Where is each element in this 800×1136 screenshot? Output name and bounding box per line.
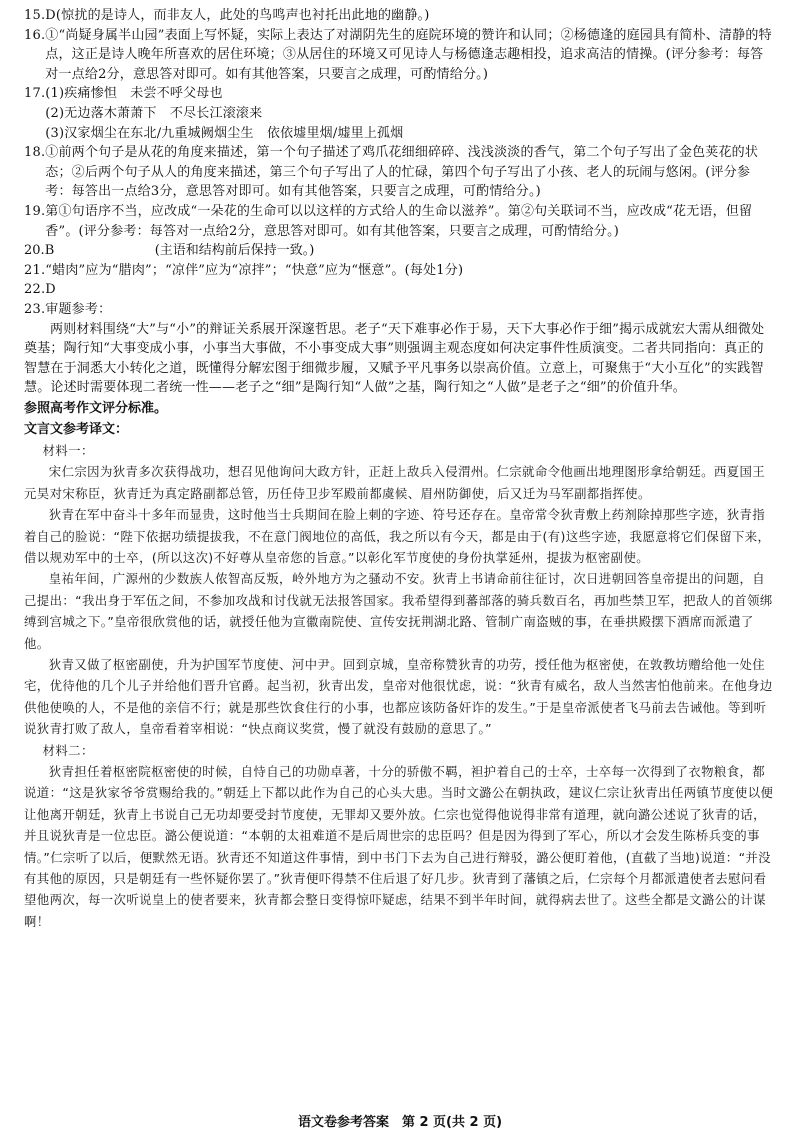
question-number: 15.: [24, 8, 46, 23]
answer-title: 审题参考：: [45, 301, 112, 317]
answer-text: “蜡肉”应为“腊肉”；“凉伴”应为“凉拌”；“快意”应为“惬意”。(每处1分): [45, 262, 464, 278]
answer-23: [24, 300, 776, 320]
translation-paragraph: 狄青又做了枢密副使，升为护国军节度使、河中尹。回到京城，皇帝称赞狄青的功劳，授任他为枢密使，在敦教坊赠给他一处住宅，优待他的几个儿子并给他们晋升官爵。起当初，狄青出发，皇帝对他很忧虑，说：“狄青有威名，敌人当然害怕他前来。在他身边供他使唤的人，不是他的亲信不行；就是那些饮食住行的小事，也都应该防备奸诈的发生。”于是皇帝派使者飞马前去告诫他。等到听说狄青打败了敌人，皇帝看着宰相说：“快点商议奖赏，慢了就没有鼓励的意思了。”: [24, 656, 773, 737]
answer-text: ①“尚疑身属半山园”表面上写怀疑，实际上表达了对湖阴先生的庭院环境的赞许和认同；②杨德逢的庭园具有简朴、清静的特点，这正是诗人晚年所喜欢的居住环境；③从居住的环境又可见诗人与杨德逢志趣相投，追求高洁的情操。(评分参考：每答对一点给2分，意思答对即可。如有其他答案，只要言之成理，可酌情给分。): [45, 27, 772, 82]
essay-analysis: 两则材料围绕“大”与“小”的辩证关系展开深邃哲思。老子“天下难事必作于易，天下大事必作于细”揭示成就宏大需从细微处奠基；陶行知“大事变成小事，小事当大事做，不小事变成大事”则强调主观态度如何决定事件性质演变。二者共同指向：真正的智慧在于洞悉大小转化之道，既懂得分解宏图于细微步履，又赋予平凡事务以崇高价值。立意上，可聚焦于“大小互化”的实践智慧。论述时需要体现二者统一性——老子之“细”是陶行知“人做”之基，陶行知之“人做”是老子之“细”的价值升华。: [24, 321, 765, 396]
answer-21: [24, 261, 776, 281]
answer-lines: [45, 84, 776, 143]
answer-text: D: [45, 282, 56, 298]
translation-paragraph: 狄青在军中奋斗十多年而显贵，这时他当士兵期间在脸上刺的字迹、符号还存在。皇帝常令狄青敷上药剂除掉那些字迹，狄青指着自己的脸说：“陛下依据功绩提拔我，不在意门阀地位的高低，我之所以有今天，都是由于(有)这些字迹，我愿意将它们保留下来，借以规劝军中的士卒，(所以这次)不好尊从皇帝您的旨意。”以彰化军节度使的身份执掌延州，提拔为枢密副使。: [24, 507, 771, 565]
answer-note: (主语和结构前后保持一致。): [154, 243, 315, 259]
scoring-standard: 参照高考作文评分标准。: [24, 400, 168, 416]
question-number: 22.: [24, 282, 46, 298]
question-number: 16.: [24, 27, 46, 43]
material-one-heading: 材料一：: [42, 442, 94, 458]
answer-text: ①前两个句子是从花的角度来描述，第一个句子描述了鸡爪花细细碎碎、浅浅淡淡的香气，第二个句子写出了金色荚花的状态；②后两个句子从人的角度来描述，第三个句子写出了人的忙碌，第四个句子写出了小孩、老人的玩闹与悠闲。(评分参考：每答出一点给3分，意思答对即可。如有其他答案，只要言之成理，可酌情给分。): [45, 145, 759, 200]
answer-line: (3)汉家烟尘在东北/九重城阙烟尘生 依依墟里烟/墟里上孤烟: [45, 125, 404, 141]
page-footer: 语文卷参考答案 第 2 页(共 2 页): [297, 1115, 503, 1130]
answer-15: [24, 6, 776, 26]
material-two-heading: 材料二：: [42, 742, 94, 758]
translation-body: [24, 440, 776, 932]
question-number: 21.: [24, 262, 46, 278]
translation-paragraph: 宋仁宗因为狄青多次获得战功，想召见他询问大政方针，正赶上敌兵入侵渭州。仁宗就命令他画出地理图形拿给朝廷。西夏国王元昊对宋称臣，狄青迁为真定路副都总管，历任侍卫步军殿前都虞候、眉州防御使，后又迁为马军副都指挥使。: [24, 464, 766, 501]
question-number: 23.: [24, 301, 46, 317]
translation-paragraph: 狄青担任着枢密院枢密使的时候，自恃自己的功勋卓著，十分的骄傲不羁，袒护着自己的士卒，士卒每一次得到了衣物粮食，都说道：“这是狄家爷爷赏赐给我的。”朝廷上下都以此作为自己的心头大患。当时文潞公在朝执政，建议仁宗让狄青出任两镇节度使以便让他离开朝廷，狄青上书说自己无功却要受封节度使，无罪却又要外放。仁宗也觉得他说得非常有道理，就向潞公述说了狄青的话，并且说狄青是一位忠臣。潞公便说道：“本朝的太祖难道不是后周世宗的忠臣吗？但是因为得到了军心，所以才会发生陈桥兵变的事情。”仁宗听了以后，便默然无语。狄青还不知道这件事情，到中书门下去为自己进行辩驳，潞公便盯着他，(直截了当地)说道：“并没有其他的原因，只是朝廷有一些怀疑你罢了。”狄青便吓得禁不住后退了好几步。狄青到了藩镇之后，仁宗每个月都派遣使者去慰问看望他两次，每一次听说皇上的使者要来，狄青都会整日变得惊吓疑虑，结果不到半年时间，就得病去世了。这些全都是文潞公的计谋啊！: [24, 763, 774, 929]
answer-19: [24, 202, 776, 241]
answer-text: 第①句语序不当，应改成“一朵花的生命可以以这样的方式给人的生命以滋养”。第②句关联词不当，应改成“花无语，但留香”。(评分参考：每答对一点给2分，意思答对即可。如有其他答案，只要言之成理，可酌情给分。): [45, 203, 753, 239]
question-number: 19.: [24, 203, 46, 219]
question-number: 17.: [24, 86, 46, 102]
answer-line: (1)疾痛惨怛 未尝不呼父母也: [45, 86, 223, 102]
question-number: 18.: [24, 145, 46, 161]
answer-17: [24, 84, 776, 143]
translation-title: 文言文参考译文：: [24, 421, 129, 437]
answer-22: [24, 280, 776, 300]
answer-line: (2)无边落木萧萧下 不尽长江滚滚来: [45, 105, 263, 121]
answer-16: [24, 26, 776, 85]
answer-18: [24, 143, 776, 202]
translation-paragraph: 皇祐年间，广源州的少数族人侬智高反叛，岭外地方为之骚动不安。狄青上书请命前往征讨，次日进朝回答皇帝提出的问题，自己提出：“我出身于军伍之间，不参加攻战和讨伐就无法报答国家。我希望得到蕃部落的骑兵数百名，再加些禁卫军，把敌人的首领绑缚到宫城之下。”皇帝很欣赏他的话，就授任他为宣徽南院使、宣传安抚荆湖北路、管制广南盗贼的事，在垂拱殿摆下酒席而派遣了他。: [24, 571, 773, 651]
answer-choice: B: [44, 243, 55, 259]
answer-text: D(惊扰的是诗人，而非友人，此处的鸟鸣声也衬托出此地的幽静。): [45, 8, 430, 23]
question-number: 20.: [24, 243, 45, 259]
answer-20: [24, 241, 776, 261]
